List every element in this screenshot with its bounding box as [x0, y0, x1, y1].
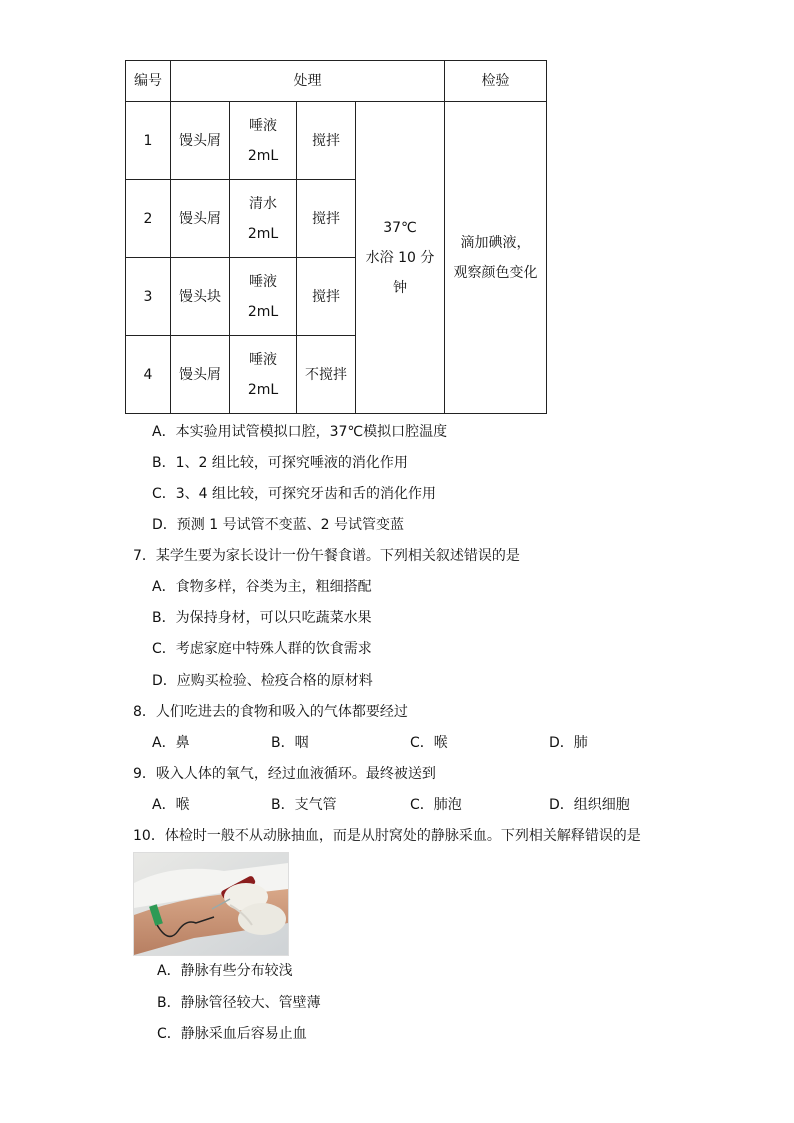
row-num: 1: [126, 102, 171, 180]
header-num: 编号: [126, 61, 171, 102]
liquid-name: 唾液: [249, 351, 277, 368]
header-test: 检验: [445, 61, 547, 102]
q6-option-a: A．本实验用试管模拟口腔，37℃模拟口腔温度: [152, 424, 448, 440]
bath-temp: 37℃: [383, 219, 417, 236]
q9-option-c: C．肺泡: [410, 797, 462, 813]
row-stir: 搅拌: [297, 258, 356, 336]
liquid-name: 唾液: [249, 117, 277, 134]
q9-stem: 9．吸入人体的氧气，经过血液循环。最终被送到: [133, 766, 436, 782]
q7-option-c: C．考虑家庭中特殊人群的饮食需求: [152, 641, 372, 657]
q8-option-c: C．喉: [410, 735, 448, 751]
row-material: 馒头屑: [171, 336, 230, 414]
row-material: 馒头屑: [171, 180, 230, 258]
row-stir: 不搅拌: [297, 336, 356, 414]
row-liquid: [230, 102, 297, 180]
q9-option-a: A．喉: [152, 797, 190, 813]
table-header-row: [126, 61, 547, 102]
liquid-volume: 2mL: [247, 381, 279, 398]
liquid-name: 清水: [249, 195, 277, 212]
liquid-volume: 2mL: [247, 147, 279, 164]
q10-stem: 10．体检时一般不从动脉抽血，而是从肘窝处的静脉采血。下列相关解释错误的是: [133, 828, 641, 844]
q9-option-b: B．支气管: [271, 797, 337, 813]
bath-cell: [356, 102, 445, 414]
q8-option-a: A．鼻: [152, 735, 190, 751]
test-step-1: 滴加碘液，: [460, 234, 531, 251]
q8-option-b: B．咽: [271, 735, 309, 751]
q7-option-b: B．为保持身材，可以只吃蔬菜水果: [152, 610, 372, 626]
q6-option-d: D．预测 1 号试管不变蓝、2 号试管变蓝: [152, 517, 404, 533]
liquid-volume: 2mL: [247, 303, 279, 320]
test-cell: [445, 102, 547, 414]
row-num: 3: [126, 258, 171, 336]
bath-duration: 水浴 10 分: [365, 249, 435, 266]
q10-option-b: B．静脉管径较大、管壁薄: [157, 995, 321, 1011]
row-stir: 搅拌: [297, 102, 356, 180]
experiment-table: [125, 60, 547, 414]
bath-unit: 钟: [393, 279, 407, 296]
row-liquid: [230, 180, 297, 258]
q7-option-a: A．食物多样，谷类为主，粗细搭配: [152, 579, 372, 595]
liquid-name: 唾液: [249, 273, 277, 290]
q7-option-d: D．应购买检验、检疫合格的原材料: [152, 673, 373, 689]
row-num: 4: [126, 336, 171, 414]
row-stir: 搅拌: [297, 180, 356, 258]
header-treatment: 处理: [171, 61, 445, 102]
row-liquid: [230, 258, 297, 336]
q7-stem: 7．某学生要为家长设计一份午餐食谱。下列相关叙述错误的是: [133, 548, 520, 564]
row-liquid: [230, 336, 297, 414]
q9-option-d: D．组织细胞: [549, 797, 630, 813]
table-row: [126, 102, 547, 180]
q10-option-c: C．静脉采血后容易止血: [157, 1026, 307, 1042]
row-material: 馒头屑: [171, 102, 230, 180]
q8-stem: 8．人们吃进去的食物和吸入的气体都要经过: [133, 704, 408, 720]
test-step-2: 观察颜色变化: [453, 264, 538, 281]
liquid-volume: 2mL: [247, 225, 279, 242]
q6-option-c: C．3、4 组比较，可探究牙齿和舌的消化作用: [152, 486, 437, 502]
row-material: 馒头块: [171, 258, 230, 336]
row-num: 2: [126, 180, 171, 258]
blood-draw-photo: [133, 852, 289, 956]
q6-option-b: B．1、2 组比较，可探究唾液的消化作用: [152, 455, 408, 471]
q10-option-a: A．静脉有些分布较浅: [157, 963, 293, 979]
q8-option-d: D．肺: [549, 735, 588, 751]
